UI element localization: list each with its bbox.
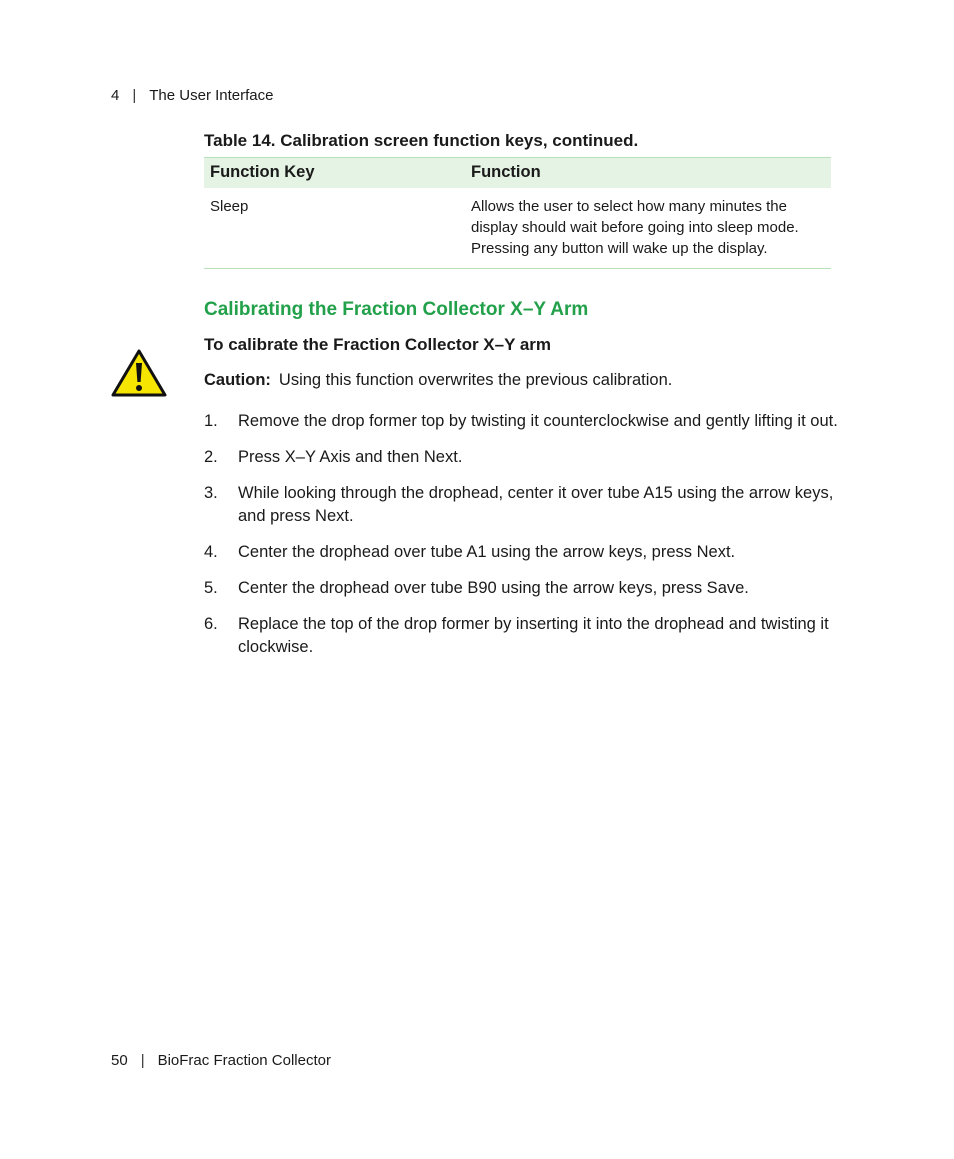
procedure-heading: To calibrate the Fraction Collector X–Y arm [204, 335, 552, 354]
column-header-function-key: Function Key [204, 158, 465, 189]
step-number: 1. [204, 412, 218, 430]
step-text: Replace the top of the drop former by inserting it into the drophead and twisting it clockwise. [238, 615, 829, 656]
caution-text: Using this function overwrites the previous calibration. [278, 371, 673, 389]
section-heading: Calibrating the Fraction Collector X–Y Arm [204, 299, 589, 320]
document-title: BioFrac Fraction Collector [157, 1052, 331, 1069]
step-text: Remove the drop former top by twisting it counterclockwise and gently lifting it out. [238, 412, 838, 430]
calibration-steps [204, 410, 844, 672]
step-text: Center the drophead over tube A1 using the arrow keys, press Next. [238, 543, 736, 561]
page-number: 50 [111, 1052, 128, 1069]
cell-function-description: Allows the user to select how many minutes the display should wait before going into sleep mode. Pressing any button will wake up the display. [471, 198, 799, 257]
page-footer [111, 1052, 331, 1069]
list-item [204, 577, 844, 600]
list-item [204, 482, 844, 528]
footer-separator: | [140, 1052, 145, 1069]
list-item [204, 613, 844, 659]
step-number: 6. [204, 615, 218, 633]
step-text: Press X–Y Axis and then Next. [238, 448, 463, 466]
chapter-title: The User Interface [149, 87, 274, 104]
cell-function-key: Sleep [210, 198, 249, 215]
list-item [204, 541, 844, 564]
table-header-row [204, 158, 831, 189]
step-text: Center the drophead over tube B90 using the arrow keys, press Save. [238, 579, 749, 597]
caution-note [204, 371, 672, 390]
list-item [204, 446, 844, 469]
header-separator: | [132, 87, 137, 104]
column-header-function: Function [465, 158, 831, 189]
table-row [204, 188, 831, 269]
function-keys-table [204, 157, 831, 269]
step-number: 3. [204, 484, 218, 502]
chapter-number: 4 [111, 87, 120, 104]
table-caption: Table 14. Calibration screen function keys, continued. [204, 131, 639, 150]
list-item [204, 410, 844, 433]
warning-triangle-icon [111, 349, 167, 397]
step-number: 4. [204, 543, 218, 561]
running-header [111, 87, 273, 104]
caution-label: Caution: [204, 371, 271, 389]
step-number: 5. [204, 579, 218, 597]
step-text: While looking through the drophead, center it over tube A15 using the arrow keys, and press Next. [238, 484, 834, 525]
step-number: 2. [204, 448, 218, 466]
